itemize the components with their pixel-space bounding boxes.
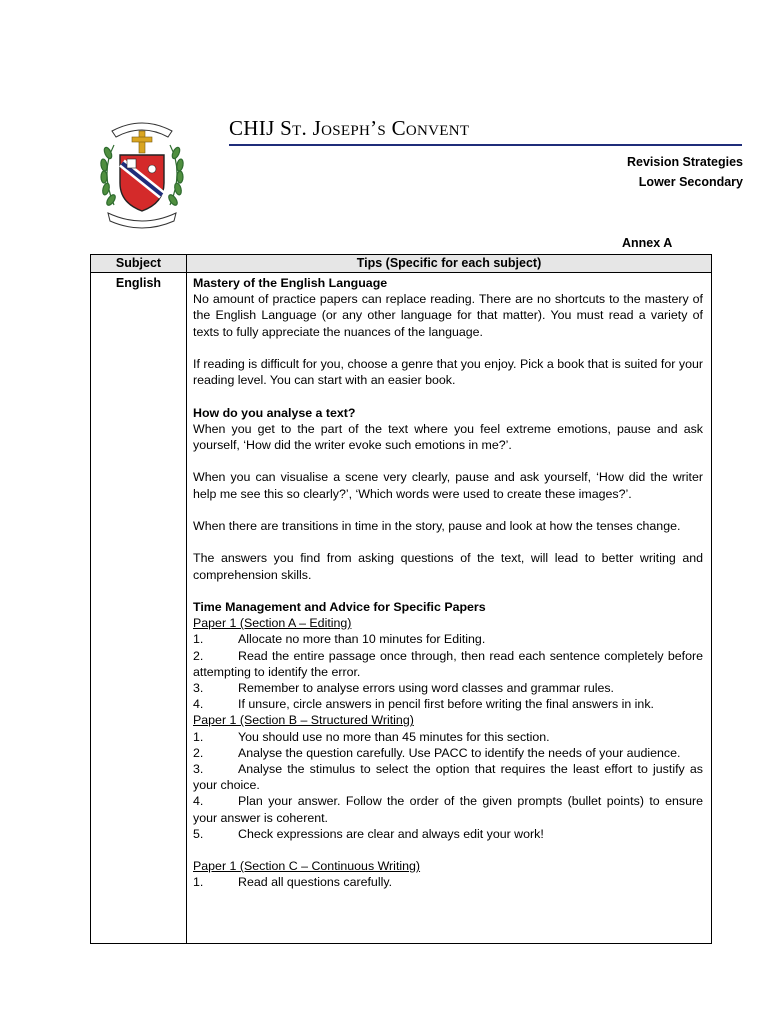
- school-name: CHIJ St. Joseph’s Convent: [229, 116, 470, 140]
- section-a-heading: Paper 1 (Section A – Editing): [193, 616, 352, 631]
- tips-table: [90, 254, 712, 944]
- list-item: [193, 729, 703, 745]
- heading-time-management: Time Management and Advice for Specific Papers: [193, 599, 486, 614]
- annex-label: Annex A: [622, 236, 673, 250]
- section-b-heading: Paper 1 (Section B – Structured Writing): [193, 713, 414, 728]
- table-row-english: [91, 273, 711, 943]
- paragraph: When you get to the part of the text where you feel extreme emotions, pause and ask yourself, ‘How did the writer evoke such emotions in me?’.: [193, 421, 703, 452]
- list-number: 1.: [193, 875, 204, 890]
- list-text: Analyse the question carefully. Use PACC to identify the needs of your audience.: [238, 745, 681, 760]
- list-text: Plan your answer. Follow the order of the given prompts (bullet points) to ensure your answer is coherent.: [193, 794, 703, 825]
- list-number: 3.: [193, 762, 204, 776]
- doc-title: Revision Strategies: [626, 155, 743, 169]
- list-text: If unsure, circle answers in pencil first before writing the final answers in ink.: [238, 697, 654, 712]
- col-header-subject: Subject: [91, 255, 187, 272]
- section-c-heading: Paper 1 (Section C – Continuous Writing): [193, 859, 421, 874]
- list-text: Read all questions carefully.: [238, 875, 393, 890]
- list-text: Remember to analyse errors using word classes and grammar rules.: [238, 680, 614, 695]
- paragraph: If reading is difficult for you, choose a genre that you enjoy. Pick a book that is suited for your reading level. You can start with an easier book.: [193, 357, 703, 388]
- list-item: [193, 874, 703, 890]
- title-rule: [229, 144, 742, 146]
- list-text: Allocate no more than 10 minutes for Editing.: [238, 632, 486, 647]
- list-text: Analyse the stimulus to select the option that requires the least effort to justify as your choice.: [193, 762, 703, 793]
- list-number: 1.: [193, 632, 204, 647]
- paragraph: When there are transitions in time in the story, pause and look at how the tenses change.: [193, 518, 681, 533]
- list-item: [193, 761, 703, 793]
- table-header-row: [91, 255, 711, 273]
- paragraph: When you can visualise a scene very clearly, pause and ask yourself, ‘How did the writer help me see this so clearly?’, ‘Which words were used to create these images?’.: [193, 470, 703, 501]
- list-item: [193, 648, 703, 680]
- school-crest-logo: [94, 117, 190, 229]
- list-number: 2.: [193, 745, 204, 760]
- list-item: [193, 696, 703, 712]
- list-item: [193, 745, 703, 761]
- list-number: 4.: [193, 697, 204, 712]
- list-item: [193, 793, 703, 825]
- paragraph: No amount of practice papers can replace reading. There are no shortcuts to the mastery of the English Language (or any other language for that matter). You must read a variety of texts to fully appreciate the nuances of the language.: [193, 292, 703, 339]
- list-number: 5.: [193, 826, 204, 841]
- subject-cell: English: [91, 273, 187, 943]
- col-header-tips: Tips (Specific for each subject): [356, 256, 542, 270]
- tips-cell: [187, 273, 711, 943]
- heading-mastery: Mastery of the English Language: [193, 276, 388, 290]
- doc-level: Lower Secondary: [638, 175, 743, 189]
- paragraph: The answers you find from asking questions of the text, will lead to better writing and comprehension skills.: [193, 551, 703, 582]
- list-text: Read the entire passage once through, then read each sentence completely before attempting to identify the error.: [193, 648, 703, 679]
- list-text: Check expressions are clear and always edit your work!: [238, 826, 544, 841]
- list-number: 3.: [193, 680, 204, 695]
- heading-analyse: How do you analyse a text?: [193, 405, 356, 420]
- list-number: 1.: [193, 729, 204, 744]
- list-item: [193, 631, 703, 647]
- list-item: [193, 826, 703, 842]
- list-item: [193, 680, 703, 696]
- list-number: 4.: [193, 794, 204, 809]
- list-text: You should use no more than 45 minutes for this section.: [238, 729, 550, 744]
- list-number: 2.: [193, 648, 204, 663]
